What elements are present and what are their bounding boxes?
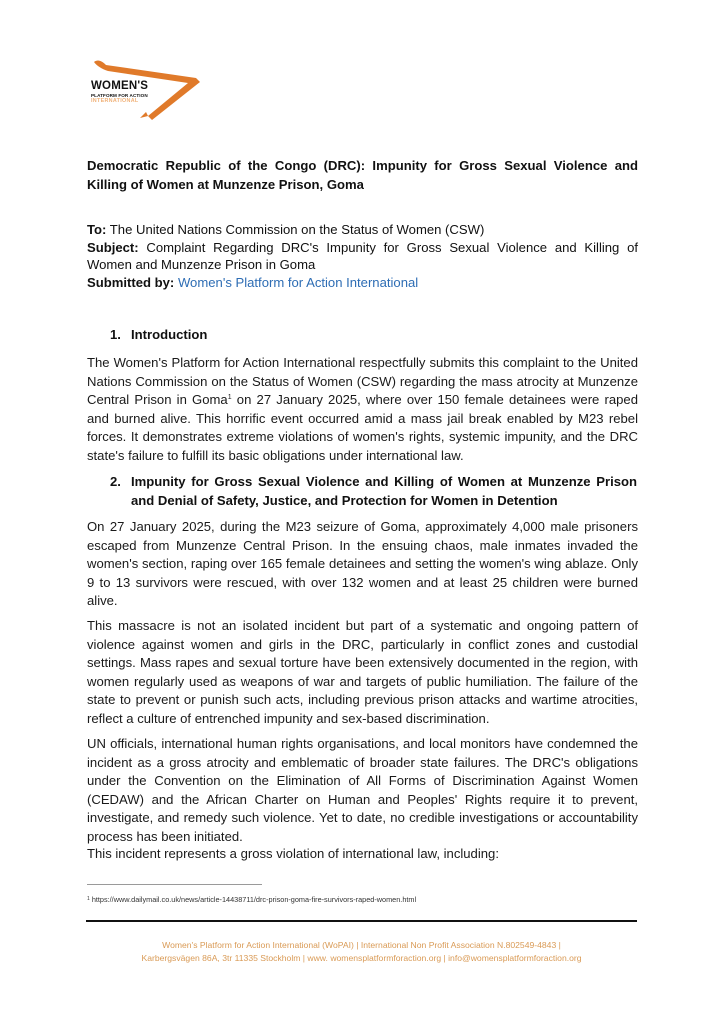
to-line [87,221,638,239]
paragraph-text: The Women's Platform for Action International respectfully submits this complaint to the United Nations Commission on the Status of Women (CSW) regarding the mass atrocity at Munzenze Central Prison in Goma [87,355,638,408]
footer-line-1: Women's Platform for Action International (WoPAI) | International Non Profit Association N.802549-4843 | [162,940,561,950]
document-title: Democratic Republic of the Congo (DRC): Impunity for Gross Sexual Violence and Killing of Women at Munzenze Prison, Goma [87,158,638,192]
logo-line-womens: WOMEN'S [91,80,149,92]
subject-line [87,239,638,274]
page-footer [86,939,637,965]
footnote-number: 1 [87,896,90,902]
submitted-by-line [87,274,638,292]
footer-line-2: Karbergsvägen 86A, 3tr 11335 Stockholm | www. womensplatformforaction.org | info@womensplatformforaction.org [141,953,582,963]
subject-value: Complaint Regarding DRC's Impunity for Gross Sexual Violence and Killing of Women and Munzenze Prison in Goma [87,239,638,272]
footnote [87,895,416,905]
section-1-title: Introduction [131,327,208,342]
submitted-by-link[interactable]: Women's Platform for Action International [177,274,419,290]
section-2-number: 2. [110,474,121,489]
footer-divider [86,920,637,922]
footnote-ref[interactable]: 1 [227,394,232,402]
section-1-paragraph [87,354,638,466]
section-2-heading [110,472,637,510]
paragraph-text: on 27 January 2025, where over 150 female detainees were raped and burned alive. This horrific event occurred amid a mass jail break enabled by M23 rebel forces. It demonstrates extreme violations of women's rights, systemic impunity, and the DRC state's failure to fulfill its basic obligations under international law. [87,392,638,463]
document-meta [87,221,638,291]
section-2-paragraph-1: On 27 January 2025, during the M23 seizure of Goma, approximately 4,000 male prisoners escaped from Munzenze Central Prison. In the ensuing chaos, male inmates invaded the women's section, raping over 165 female detainees and setting the women's wing ablaze. Only 9 to 13 survivors were rescued, with over 132 women and at least 25 children were burned alive. [87,519,638,609]
to-value: The United Nations Commission on the Status of Women (CSW) [109,222,485,237]
footnote-url[interactable]: https://www.dailymail.co.uk/news/article-14438711/drc-prison-goma-fire-survivors-raped-women.html [91,895,417,904]
to-label: To: [87,222,107,237]
section-2-title: Impunity for Gross Sexual Violence and Killing of Women at Munzenze Prison and Denial of Safety, Justice, and Protection for Women in Detention [131,474,637,508]
section-2-paragraph-4: This incident represents a gross violation of international law, including: [87,846,499,861]
footnote-separator [87,884,262,885]
logo-line-platform: PLATFORM FOR ACTION [91,92,148,98]
logo-line-international: INTERNATIONAL [91,98,139,105]
submitted-by-label: Submitted by: [87,274,175,290]
organization-logo [88,56,206,122]
subject-label: Subject: [87,239,139,255]
section-1-heading [110,325,637,344]
section-2-paragraph-2: This massacre is not an isolated incident but part of a systematic and ongoing pattern of violence against women and girls in the DRC, particularly in conflict zones and custodial settings. Mass rapes and sexual torture have been extensively documented in the region, with women regularly used as weapons of war and targets of public humiliation. The failure of the state to prevent or punish such acts, including previous prison attacks and wartime atrocities, reflect a culture of entrenched impunity and sex-based discrimination. [87,618,638,726]
section-2-paragraph-3: UN officials, international human rights organisations, and local monitors have condemned the incident as a gross atrocity and emblematic of broader state failures. The DRC's obligations under the Convention on the Elimination of All Forms of Discrimination Against Women (CEDAW) and the African Charter on Human and Peoples' Rights require it to prevent, investigate, and remedy such violence. Yet to date, no credible investigations or accountability process has been initiated. [87,736,638,844]
section-1-number: 1. [110,327,121,342]
